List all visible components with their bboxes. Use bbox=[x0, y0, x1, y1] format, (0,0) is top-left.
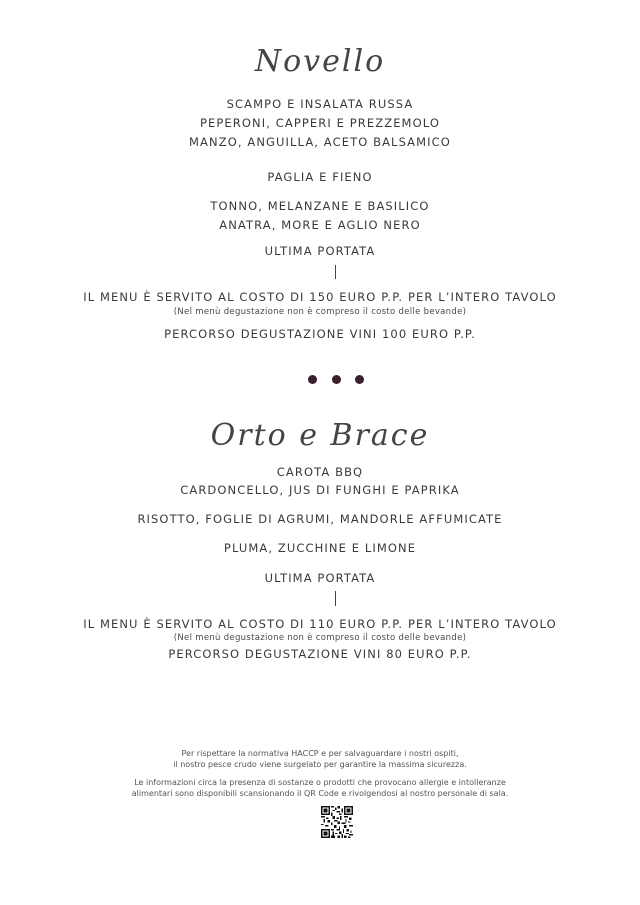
menu2-price: IL MENU È SERVITO AL COSTO DI 110 EURO P.P. PER L’INTERO TAVOLO bbox=[83, 617, 557, 631]
menu1-dish-3: MANZO, ANGUILLA, ACETO BALSAMICO bbox=[189, 135, 451, 149]
menu2-dish-2: CARDONCELLO, JUS DI FUNGHI E PAPRIKA bbox=[180, 483, 460, 497]
menu2-dish-1: CAROTA BBQ bbox=[276, 465, 364, 479]
menu1-dish-5: TONNO, MELANZANE E BASILICO bbox=[210, 199, 430, 213]
dot bbox=[355, 375, 364, 384]
menu1-dish-1: SCAMPO E INSALATA RUSSA bbox=[226, 97, 414, 111]
qr-code-icon[interactable] bbox=[321, 806, 353, 838]
menu1-title: Novello bbox=[254, 44, 386, 79]
allergen-line-2: alimentari sono disponibili scansionando il QR Code e rivolgendosi al nostro personale di sala. bbox=[131, 789, 509, 798]
menu2-dish-4: PLUMA, ZUCCHINE E LIMONE bbox=[223, 541, 417, 555]
menu2-note: (Nel menù degustazione non è compreso il costo delle bevande) bbox=[173, 633, 467, 643]
menu1-dish-4: PAGLIA E FIENO bbox=[267, 170, 373, 184]
haccp-line-1: Per rispettare la normativa HACCP e per salvaguardare i nostri ospiti, bbox=[181, 749, 459, 758]
menu2-title: Orto e Brace bbox=[210, 418, 430, 453]
menu1-dish-6: ANATRA, MORE E AGLIO NERO bbox=[219, 218, 421, 232]
allergen-line-1: Le informazioni circa la presenza di sostanze o prodotti che provocano allergie e intolleranze bbox=[134, 778, 506, 787]
dot bbox=[308, 375, 317, 384]
dot bbox=[332, 375, 341, 384]
menu1-wine: PERCORSO DEGUSTAZIONE VINI 100 EURO P.P. bbox=[164, 327, 476, 341]
menu1-price: IL MENU È SERVITO AL COSTO DI 150 EURO P.P. PER L’INTERO TAVOLO bbox=[83, 290, 557, 304]
menu1-dish-7: ULTIMA PORTATA bbox=[264, 244, 376, 258]
menu2-divider-line bbox=[335, 591, 336, 606]
menu2-dish-3: RISOTTO, FOGLIE DI AGRUMI, MANDORLE AFFUMICATE bbox=[137, 512, 503, 526]
haccp-line-2: il nostro pesce crudo viene surgelato per garantire la massima sicurezza. bbox=[173, 760, 467, 769]
menu2-wine: PERCORSO DEGUSTAZIONE VINI 80 EURO P.P. bbox=[168, 647, 472, 661]
menu1-note: (Nel menù degustazione non è compreso il costo delle bevande) bbox=[173, 307, 467, 317]
menu1-dish-2: PEPERONI, CAPPERI E PREZZEMOLO bbox=[200, 116, 440, 130]
menu2-dish-5: ULTIMA PORTATA bbox=[264, 571, 376, 585]
menu1-divider-line bbox=[335, 265, 336, 279]
